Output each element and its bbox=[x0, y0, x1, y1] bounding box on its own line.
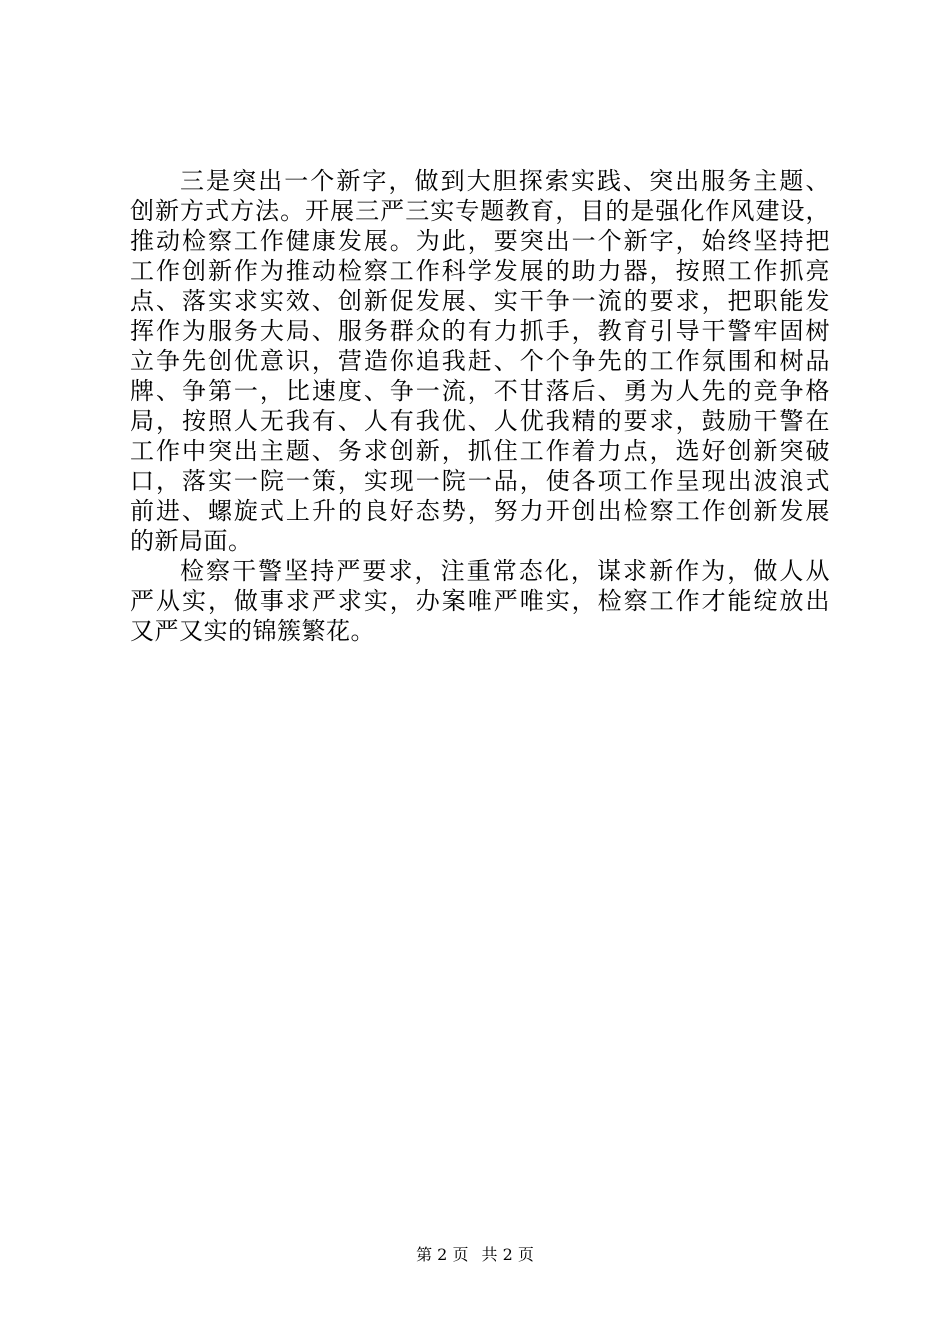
text-line: 严从实，做事求严求实，办案唯严唯实，检察工作才能绽放出 bbox=[130, 587, 830, 615]
text-line: 局，按照人无我有、人有我优、人优我精的要求，鼓励干警在 bbox=[130, 407, 830, 435]
text-line: 工作创新作为推动检察工作科学发展的助力器，按照工作抓亮 bbox=[130, 257, 830, 285]
text-line: 牌、争第一，比速度、争一流，不甘落后、勇为人先的竞争格 bbox=[130, 377, 830, 405]
text-line: 立争先创优意识，营造你追我赶、个个争先的工作氛围和树品 bbox=[130, 347, 830, 375]
page-total: 共 2 页 bbox=[481, 1245, 534, 1264]
paragraph-2 bbox=[130, 556, 830, 646]
text-line: 工作中突出主题、务求创新，抓住工作着力点，选好创新突破 bbox=[130, 437, 830, 465]
page-number: 第 2 页 bbox=[416, 1245, 469, 1264]
text-line: 挥作为服务大局、服务群众的有力抓手，教育引导干警牢固树 bbox=[130, 317, 830, 345]
text-line: 三是突出一个新字，做到大胆探索实践、突出服务主题、 bbox=[180, 167, 830, 195]
paragraph-1 bbox=[130, 166, 830, 556]
text-line: 又严又实的锦簇繁花。 bbox=[130, 617, 375, 645]
text-line: 推动检察工作健康发展。为此，要突出一个新字，始终坚持把 bbox=[130, 227, 830, 255]
page-footer bbox=[0, 1245, 950, 1265]
text-line: 创新方式方法。开展三严三实专题教育，目的是强化作风建设， bbox=[130, 197, 830, 225]
text-line: 检察干警坚持严要求，注重常态化，谋求新作为，做人从 bbox=[180, 557, 830, 585]
text-line: 前进、螺旋式上升的良好态势，努力开创出检察工作创新发展 bbox=[130, 497, 830, 525]
text-line: 的新局面。 bbox=[130, 527, 253, 555]
document-body bbox=[130, 166, 830, 646]
text-line: 点、落实求实效、创新促发展、实干争一流的要求，把职能发 bbox=[130, 287, 830, 315]
text-line: 口，落实一院一策，实现一院一品，使各项工作呈现出波浪式 bbox=[130, 467, 830, 495]
